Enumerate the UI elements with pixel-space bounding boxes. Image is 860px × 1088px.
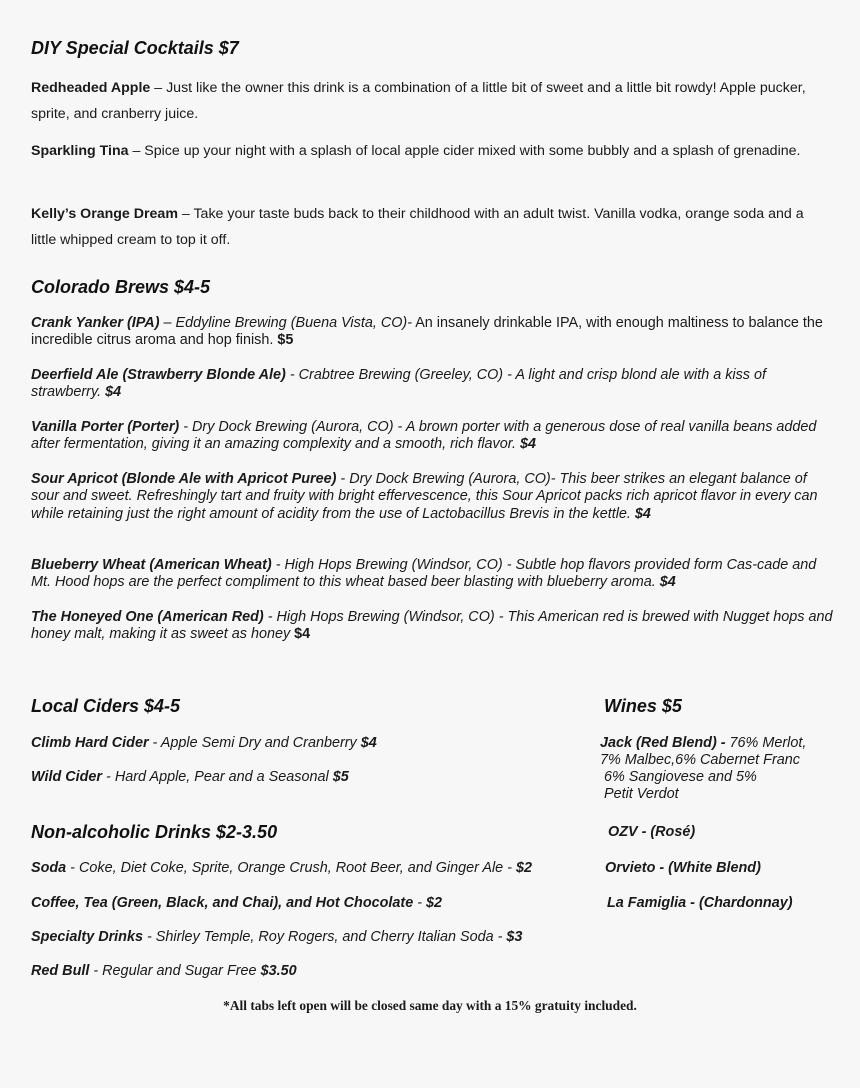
brew-item: [31, 557, 837, 592]
brew-desc: - Crabtree Brewing (Greeley, CO) - A light and crisp blond ale with a kiss of strawberry.: [31, 367, 766, 401]
brews-heading: Colorado Brews $4-5: [31, 277, 211, 297]
gratuity-footnote: *All tabs left open will be closed same day with a 15% gratuity included.: [223, 998, 637, 1013]
cocktail-desc: – Take your taste buds back to their childhood with an adult twist. Vanilla vodka, orange soda and a little whipped cream to top it off.: [31, 206, 804, 248]
brew-name: The Honeyed One (American Red): [31, 609, 264, 625]
brew-item: [31, 419, 837, 454]
nonalc-desc: - Coke, Diet Coke, Sprite, Orange Crush, Root Beer, and Ginger Ale -: [66, 860, 516, 876]
brew-name: Blueberry Wheat (American Wheat): [31, 557, 272, 573]
wine-la-famiglia: La Famiglia - (Chardonnay): [607, 895, 793, 911]
brew-desc: - High Hops Brewing (Windsor, CO) - This American red is brewed with Nugget hops and honey malt, making it as sweet as honey: [31, 609, 833, 643]
nonalc-item: [31, 895, 442, 912]
wine-jack-line4: Petit Verdot: [604, 786, 679, 802]
cider-name: Wild Cider: [31, 769, 103, 785]
nonalc-desc: -: [413, 895, 427, 911]
brew-name: Deerfield Ale (Strawberry Blonde Ale): [31, 367, 286, 383]
nonalc-price: $2: [515, 860, 532, 876]
brew-name: Vanilla Porter (Porter): [31, 419, 180, 435]
wine-jack-line2: 7% Malbec,6% Cabernet Franc: [600, 752, 800, 768]
brew-desc: - Dry Dock Brewing (Aurora, CO) - A brown porter with a generous dose of real vanilla beans added after fermentation, giving it an amazing complexity and a smooth, rich flavor.: [31, 419, 817, 453]
nonalc-name: Soda: [31, 860, 67, 876]
wine-jack-line1: [600, 735, 806, 752]
cocktail-item: [31, 75, 831, 127]
cocktail-desc: – Just like the owner this drink is a combination of a little bit of sweet and a little bit rowdy! Apple pucker, sprite, and cranberry juice.: [31, 80, 806, 122]
brew-price: $4: [294, 626, 311, 643]
nonalc-price: $2: [426, 895, 443, 911]
cider-name: Climb Hard Cider: [31, 735, 149, 751]
nonalc-item: [31, 860, 532, 877]
nonalc-item: [31, 929, 522, 946]
brew-price: $4: [519, 436, 536, 453]
nonalc-desc: - Shirley Temple, Roy Rogers, and Cherry Italian Soda -: [142, 929, 507, 945]
wine-orvieto: Orvieto - (White Blend): [605, 860, 761, 876]
brew-price: $4: [105, 384, 122, 401]
wine-ozv: OZV - (Rosé): [608, 824, 696, 840]
cider-price: $5: [332, 769, 349, 785]
brew-desc: - Dry Dock Brewing (Aurora, CO)- This beer strikes an elegant balance of sour and sweet. Refreshingly tart and fruity with bright effervescence, this Sour Apricot packs rich apricot flavor in every can while retaining just the right amount of acidity from the use of Lactobacillus Brevis in the kettle.: [31, 471, 818, 522]
wines-heading: Wines $5: [604, 696, 682, 716]
nonalc-name: Specialty Drinks: [31, 929, 143, 945]
brew-name: Sour Apricot (Blonde Ale with Apricot Puree): [31, 471, 337, 487]
nonalc-item: [31, 963, 297, 980]
brew-item: [31, 367, 837, 402]
cider-item: [31, 735, 377, 752]
cider-item: [31, 769, 349, 786]
nonalc-name: Coffee, Tea (Green, Black, and Chai), and Hot Chocolate: [31, 895, 414, 911]
cocktail-item: [31, 201, 831, 253]
brew-desc: - High Hops Brewing (Windsor, CO) - Subtle hop flavors provided form Cas-cade and Mt. Hood hops are the perfect compliment to this wheat based beer blasting with blueberry aroma.: [31, 557, 817, 591]
ciders-heading: Local Ciders $4-5: [31, 696, 181, 716]
wine-desc: 76% Merlot,: [725, 735, 807, 751]
cocktail-name: Kelly’s Orange Dream: [31, 206, 178, 222]
nonalc-price: $3: [506, 929, 523, 945]
cider-desc: - Hard Apple, Pear and a Seasonal: [102, 769, 333, 785]
brew-price: $4: [659, 574, 676, 591]
brew-price: $4: [634, 505, 651, 522]
brew-item: [31, 609, 837, 644]
nonalc-desc: - Regular and Sugar Free: [89, 963, 261, 979]
brew-name: Crank Yanker (IPA): [31, 315, 160, 331]
wine-name: Jack (Red Blend) -: [600, 735, 726, 751]
brew-price: $5: [277, 332, 294, 349]
brew-item: [31, 315, 837, 350]
brew-item: [31, 471, 837, 523]
wine-jack-line3: 6% Sangiovese and 5%: [604, 769, 757, 785]
nonalcoholic-heading: Non-alcoholic Drinks $2-3.50: [31, 822, 278, 842]
cocktail-item: [31, 138, 831, 164]
nonalc-price: $3.50: [260, 963, 297, 979]
brew-brewery: – Eddyline Brewing (Buena Vista, CO)-: [159, 315, 412, 331]
nonalc-name: Red Bull: [31, 963, 90, 979]
cocktails-heading: DIY Special Cocktails $7: [31, 38, 239, 58]
cocktail-desc: – Spice up your night with a splash of local apple cider mixed with some bubbly and a splash of grenadine.: [128, 143, 801, 159]
brew-desc: An insanely drinkable IPA, with enough maltiness to balance the incredible citrus aroma and hop finish.: [31, 315, 823, 349]
cider-price: $4: [360, 735, 377, 751]
cider-desc: - Apple Semi Dry and Cranberry: [148, 735, 361, 751]
cocktail-name: Sparkling Tina: [31, 143, 129, 159]
cocktail-name: Redheaded Apple: [31, 80, 151, 96]
